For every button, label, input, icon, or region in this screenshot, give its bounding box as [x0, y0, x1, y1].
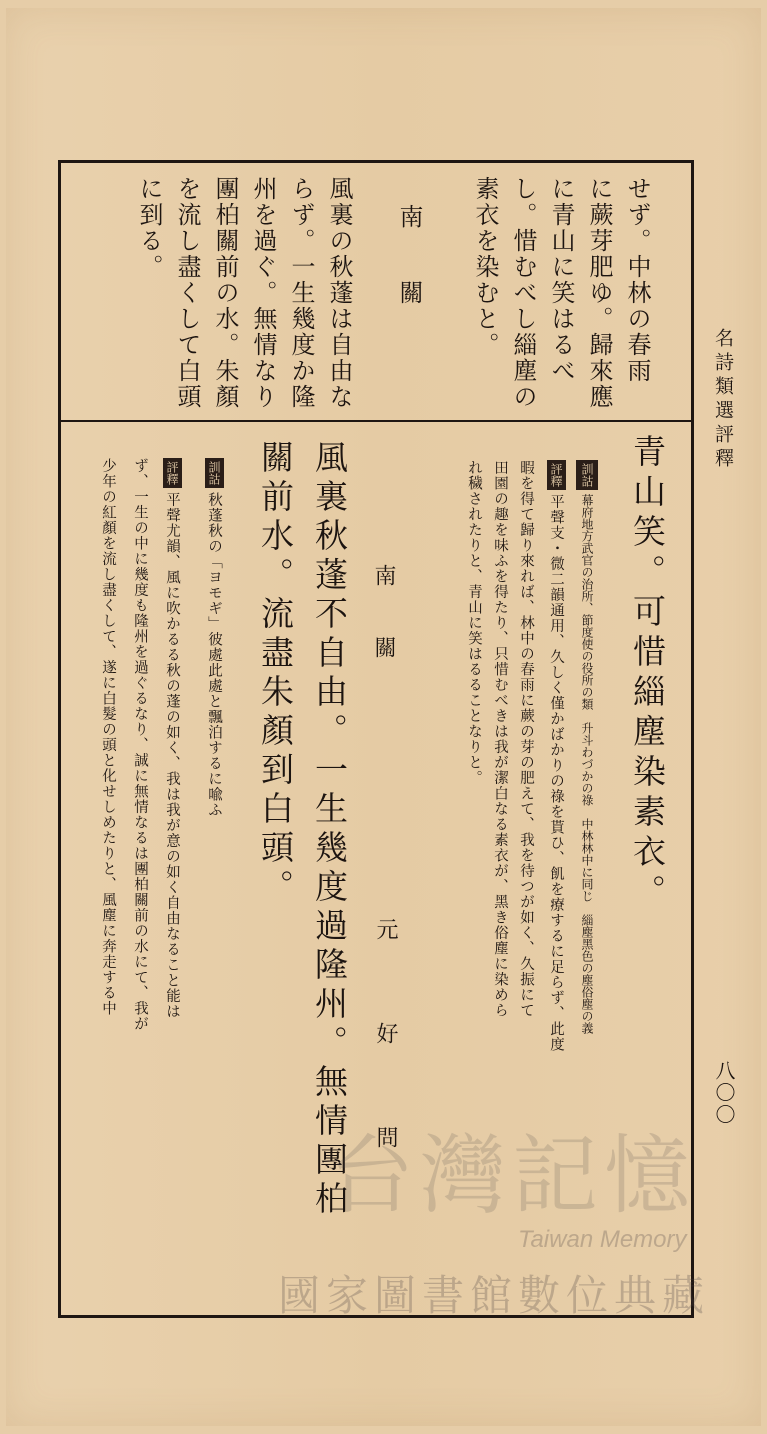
hyoshaku2-line: 評釋平聲尤韻、風に吹かるる秋の蓬の如く、我は我が意の如く自由なること能は [162, 458, 183, 1019]
upper-column: らず。一生幾度か隆 [287, 176, 315, 410]
hyoshaku2-line: 少年の紅顏を流し盡くして、遂に白髮の頭と化せしめたりと、風塵に奔走する中 [100, 458, 116, 1016]
running-title: 名詩類選評釋 [712, 328, 734, 472]
hyoshaku2-line: ず、一生の中に幾度も隆州を過ぐるなり、誠に無情なるは團柏關前の水にて、我が [132, 458, 148, 1032]
upper-column: を流し盡くして白頭 [173, 176, 201, 410]
watermark-english: Taiwan Memory [518, 1226, 687, 1253]
poem2-title: 南 關 [371, 564, 396, 672]
upper-column: せず。中林の春雨 [623, 176, 651, 384]
hyoshaku1-line: れ穢されたりと、青山に笑はるることなりと。 [466, 460, 482, 786]
section-divider [61, 420, 691, 422]
upper-column: に青山に笑はるべ [547, 176, 575, 384]
poem1-last-line: 青山笑。可惜緇塵染素衣。 [628, 434, 667, 914]
poem2-author: 元 好 問 [373, 918, 398, 1178]
upper-column: に蕨芽肥ゆ。歸來應 [585, 176, 613, 410]
poem2-line2: 關前水。流盡朱顏到白頭。 [256, 440, 295, 908]
hyoshaku-label: 評釋 [547, 460, 566, 490]
hyoshaku1-line: 評釋平聲支・微二韻通用、久しく僅かばかりの祿を貰ひ、飢を療するに足らず、此度 [546, 460, 567, 1052]
upper-column: し。惜むべし緇塵の [509, 176, 537, 410]
kunko-label: 訓詁 [576, 460, 598, 490]
upper-column: 素衣を染むと。 [471, 176, 499, 358]
kunko-label: 訓詁 [205, 458, 224, 488]
watermark-library: 國家圖書館數位典藏 [278, 1271, 711, 1320]
page-number: 八〇〇 [712, 1060, 736, 1126]
upper-section [72, 176, 672, 414]
upper-poem-title: 南 關 [395, 204, 423, 318]
hyoshaku1-line: 暇を得て歸り來れば、林中の春雨に蕨の芽の肥えて、我を待つが如く、久振にて [518, 460, 534, 1018]
poem2-line1: 風裏秋蓬不自由。一生幾度過隆州。無情團柏 [310, 440, 349, 1220]
kunko1-block [576, 460, 598, 1034]
hyoshaku-label: 評釋 [163, 458, 182, 488]
kunko1-text: 幕府地方武官の治所、節度使の役所の類 升斗わづかの祿 中林林中に同じ 緇塵黑色の塵俗塵の義 [580, 494, 594, 1034]
hyoshaku1-line: 田園の趣を味ふを得たり、只惜むべきは我が潔白なる素衣が、黑き俗塵に染めら [492, 460, 508, 1018]
upper-column: 風裏の秋蓬は自由な [325, 176, 353, 410]
upper-column: 州を過ぐ。無情なり [249, 176, 277, 410]
upper-column: 團柏關前の水。朱顏 [211, 176, 239, 410]
watermark-logo: 台灣記憶 [328, 1126, 696, 1226]
kunko2-block: 訓詁秋蓬秋の「ヨモギ」彼處此處と飄泊するに喩ふ [204, 458, 225, 818]
upper-column: に到る。 [135, 176, 163, 280]
book-page [6, 8, 761, 1426]
